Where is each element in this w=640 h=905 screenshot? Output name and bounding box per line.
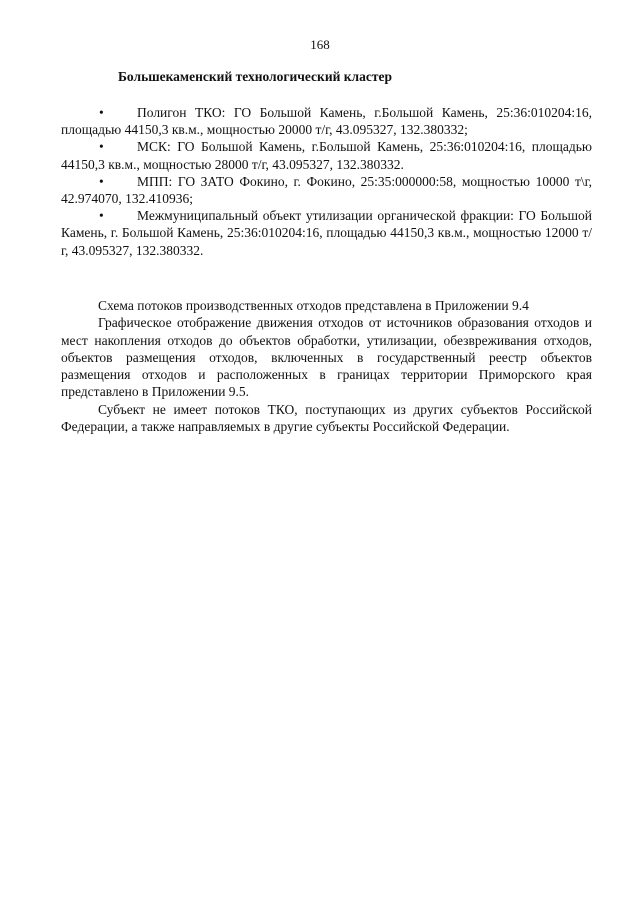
list-item-text: Межмуниципальный объект утилизации органической фракции: ГО Большой Камень, г. Большой Камень, 25:36:010204:16, площадью 44150,3 кв.м., мощностью 12000 т/г, 43.095327, 132.380332. xyxy=(61,208,592,258)
bullet-icon: • xyxy=(99,173,104,189)
bullet-icon: • xyxy=(99,139,104,155)
list-item-text: Полигон ТКО: ГО Большой Камень, г.Большой Камень, 25:36:010204:16, площадью 44150,3 кв.м., мощностью 20000 т/г, 43.095327, 132.380332; xyxy=(61,105,592,138)
page-number: 168 xyxy=(310,37,330,52)
bullet-icon: • xyxy=(99,208,104,224)
list-item-text: МПП: ГО ЗАТО Фокино, г. Фокино, 25:35:000000:58, мощностью 10000 т\г, 42.974070, 132.410936; xyxy=(61,173,592,207)
body-text xyxy=(61,297,592,435)
bullet-icon: • xyxy=(99,105,104,120)
list-item-landfill xyxy=(61,104,592,138)
list-item-mpp xyxy=(61,173,592,207)
list-item-text: МСК: ГО Большой Камень, г.Большой Камень, 25:36:010204:16, площадью 44150,3 кв.м., мощностью 28000 т/г, 43.095327, 132.380332. xyxy=(61,139,592,172)
list-item-msk xyxy=(61,138,592,172)
facility-list xyxy=(61,104,592,259)
paragraph-subject: Субъект не имеет потоков ТКО, поступающих из других субъектов Российской Федерации, а также направляемых в другие субъекты Российской Федерации. xyxy=(61,401,592,435)
section-heading: Большекаменский технологический кластер xyxy=(118,69,392,84)
list-item-organic-facility xyxy=(61,207,592,259)
paragraph-graphic: Графическое отображение движения отходов от источников образования отходов и мест накопления отходов до объектов обработки, утилизации, обезвреживания отходов, объектов размещения отходов, включенных в государственный реестр объектов размещения отходов и расположенных в границах территории Приморского края представлено в Приложении 9.5. xyxy=(61,315,592,400)
paragraph-scheme: Схема потоков производственных отходов представлена в Приложении 9.4 xyxy=(98,298,529,313)
